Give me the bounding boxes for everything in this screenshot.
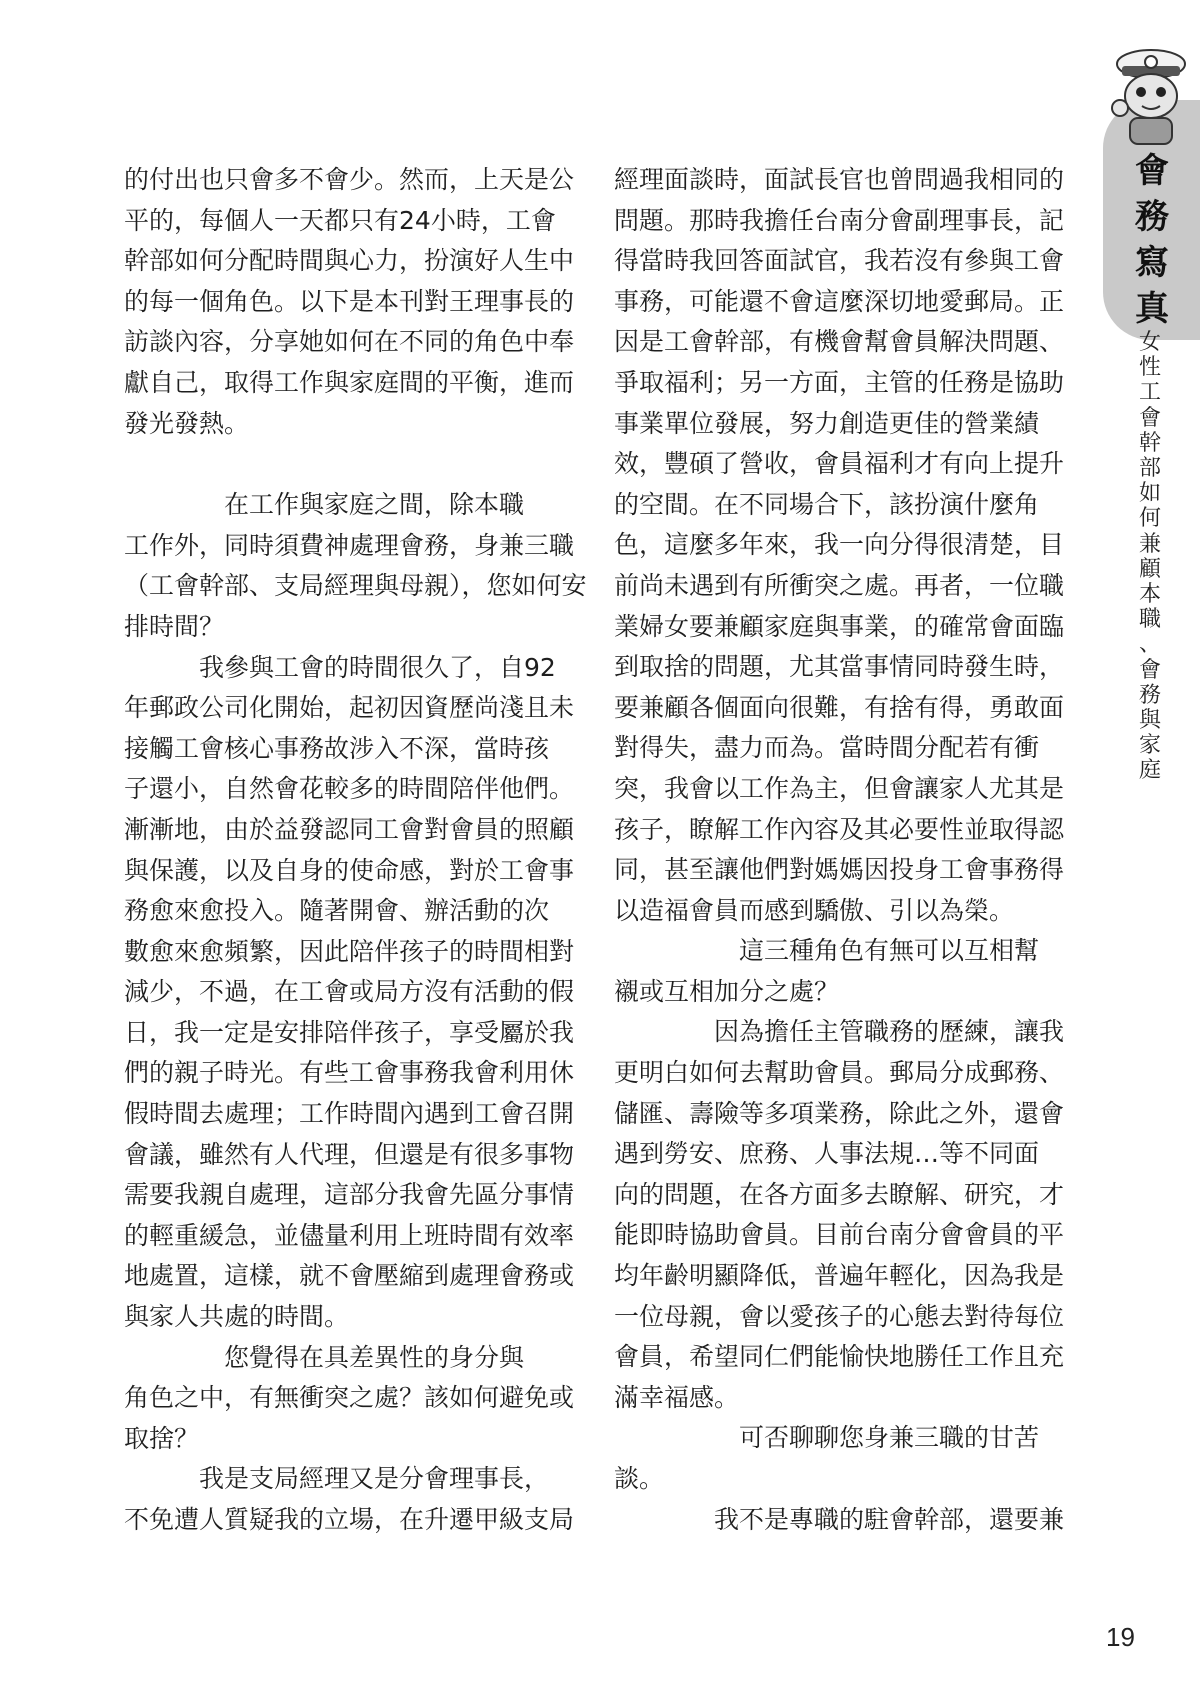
text-line: 一位母親，會以愛孩子的心態去對待每位 — [614, 1301, 1065, 1331]
police-mascot-icon — [1108, 46, 1194, 146]
text-line: 效，豐碩了營收，會員福利才有向上提升 — [614, 449, 1065, 479]
text-line: 的輕重緩急，並儘量利用上班時間有效率 — [124, 1220, 575, 1250]
text-line: 業婦女要兼顧家庭與事業，的確常會面臨 — [614, 611, 1065, 641]
vertical-article-title — [1130, 330, 1170, 784]
text-line: 遇到勞安、庶務、人事法規…等不同面 — [614, 1139, 1040, 1169]
text-line: 孩子，瞭解工作內容及其必要性並取得認 — [614, 814, 1065, 844]
text-line: 要兼顧各個面向很難，有捨有得，勇敢面 — [614, 692, 1065, 722]
vertical-title-char: 會 — [1138, 657, 1161, 683]
vertical-title-char: 部 — [1138, 456, 1161, 482]
left-text-column — [124, 160, 587, 1541]
text-line: 漸漸地，由於益發認同工會對會員的照顧 — [124, 814, 575, 844]
text-line: 與保護，以及自身的使命感，對於工會事 — [124, 855, 575, 885]
text-line: 經理面談時，面試長官也曾問過我相同的 — [614, 165, 1065, 194]
text-line: 在工作與家庭之間，除本職 — [124, 490, 525, 520]
vertical-title-char: 本 — [1138, 582, 1161, 608]
text-line: 工作外，同時須費神處理會務，身兼三職 — [124, 530, 575, 560]
text-line: 可否聊聊您身兼三職的甘苦 — [614, 1423, 1040, 1453]
tab-char: 務 — [1135, 197, 1169, 237]
text-line: 我不是專職的駐會幹部，還要兼 — [614, 1504, 1065, 1534]
text-line: 因為擔任主管職務的歷練，讓我 — [614, 1017, 1065, 1047]
tab-char: 真 — [1135, 289, 1169, 329]
text-line: 年郵政公司化開始，起初因資歷尚淺且未 — [124, 693, 575, 723]
vertical-title-char: 女 — [1138, 330, 1161, 355]
text-line: 對得失，盡力而為。當時間分配若有衝 — [614, 733, 1040, 763]
text-line: 您覺得在具差異性的身分與 — [124, 1342, 525, 1372]
text-line: 談。 — [614, 1464, 665, 1493]
text-line: 我是支局經理又是分會理事長， — [124, 1464, 550, 1494]
vertical-title-char: 會 — [1138, 405, 1161, 431]
vertical-title-char: 務 — [1138, 682, 1161, 708]
text-line: 突，我會以工作為主，但會讓家人尤其是 — [614, 773, 1065, 803]
vertical-title-char: 庭 — [1138, 758, 1161, 784]
text-line: 減少，不過，在工會或局方沒有活動的假 — [124, 977, 575, 1007]
text-line: 子還小，自然會花較多的時間陪伴他們。 — [124, 774, 575, 804]
text-line: 儲匯、壽險等多項業務，除此之外，還會 — [614, 1098, 1065, 1128]
text-line: 能即時協助會員。目前台南分會會員的平 — [614, 1220, 1065, 1250]
page-number: 19 — [1106, 1622, 1135, 1652]
text-line: 日，我一定是安排陪伴孩子，享受屬於我 — [124, 1017, 575, 1047]
text-line: 到取捨的問題，尤其當事情同時發生時， — [614, 652, 1065, 682]
vertical-title-char: 顧 — [1138, 556, 1161, 582]
text-line: 們的親子時光。有些工會事務我會利用休 — [124, 1058, 575, 1088]
text-line: 角色之中，有無衝突之處？該如何避免或 — [124, 1383, 575, 1413]
text-line: （工會幹部、支局經理與母親），您如何安 — [124, 571, 587, 601]
text-line: 與家人共處的時間。 — [124, 1302, 350, 1332]
text-line: 地處置，這樣，就不會壓縮到處理會務或 — [124, 1261, 575, 1291]
text-line: 事業單位發展，努力創造更佳的營業績 — [614, 408, 1040, 438]
text-line: 獻自己，取得工作與家庭間的平衡，進而 — [124, 367, 575, 397]
text-line: 務愈來愈投入。隨著開會、辦活動的次 — [124, 896, 550, 926]
vertical-title-char: 性 — [1138, 355, 1161, 381]
text-line: 會議，雖然有人代理，但還是有很多事物 — [124, 1139, 575, 1169]
text-line: 幹部如何分配時間與心力，扮演好人生中 — [124, 246, 575, 276]
vertical-title-char: 何 — [1138, 506, 1161, 532]
text-line: 接觸工會核心事務故涉入不深，當時孩 — [124, 733, 550, 763]
vertical-title-char: 、 — [1138, 632, 1161, 658]
text-line: 以造福會員而感到驕傲、引以為榮。 — [614, 895, 1015, 925]
right-text-column — [614, 160, 1065, 1540]
text-line: 數愈來愈頻繁，因此陪伴孩子的時間相對 — [124, 936, 575, 966]
tab-char: 會 — [1135, 151, 1169, 191]
paragraph-gap — [124, 444, 572, 485]
text-line: 色，這麼多年來，我一向分得很清楚，目 — [614, 530, 1065, 560]
text-line: 襯或互相加分之處？ — [614, 976, 840, 1006]
text-line: 我參與工會的時間很久了，自92 — [124, 652, 556, 682]
text-line: 向的問題，在各方面多去瞭解、研究，才 — [614, 1179, 1065, 1209]
text-line: 因是工會幹部，有機會幫會員解決問題、 — [614, 327, 1065, 357]
text-line: 的付出也只會多不會少。然而，上天是公 — [124, 165, 575, 194]
text-line: 的空間。在不同場合下，該扮演什麼角 — [614, 489, 1040, 519]
text-line: 需要我親自處理，這部分我會先區分事情 — [124, 1180, 575, 1210]
text-line: 問題。那時我擔任台南分會副理事長，記 — [614, 205, 1065, 235]
text-line: 發光發熱。 — [124, 408, 250, 438]
vertical-title-char: 家 — [1138, 733, 1161, 759]
vertical-title-char: 工 — [1138, 380, 1161, 406]
text-line: 均年齡明顯降低，普遍年輕化，因為我是 — [614, 1261, 1065, 1291]
text-line: 前尚未遇到有所衝突之處。再者，一位職 — [614, 570, 1065, 600]
text-line: 更明白如何去幫助會員。郵局分成郵務、 — [614, 1058, 1065, 1088]
text-line: 事務，可能還不會這麼深切地愛郵局。正 — [614, 286, 1065, 316]
text-line: 取捨？ — [124, 1423, 200, 1453]
text-line: 不免遭人質疑我的立場，在升遷甲級支局 — [124, 1505, 575, 1534]
vertical-title-char: 如 — [1138, 481, 1161, 507]
tab-char: 寫 — [1135, 243, 1169, 283]
text-line: 滿幸福感。 — [614, 1382, 740, 1412]
text-line: 訪談內容，分享她如何在不同的角色中奉 — [124, 327, 575, 357]
text-line: 假時間去處理；工作時間內遇到工會召開 — [124, 1099, 575, 1129]
text-line: 會員，希望同仁們能愉快地勝任工作且充 — [614, 1342, 1065, 1372]
vertical-title-char: 職 — [1138, 607, 1161, 633]
vertical-title-char: 兼 — [1138, 531, 1161, 557]
text-line: 得當時我回答面試官，我若沒有參與工會 — [614, 246, 1065, 276]
section-tab-label — [1122, 148, 1182, 332]
text-line: 爭取福利；另一方面，主管的任務是協助 — [614, 367, 1065, 397]
text-line: 這三種角色有無可以互相幫 — [614, 936, 1040, 966]
text-line: 平的，每個人一天都只有24小時，工會 — [124, 205, 556, 235]
vertical-title-char: 幹 — [1138, 430, 1161, 456]
text-line: 排時間？ — [124, 611, 225, 641]
text-line: 的每一個角色。以下是本刊對王理事長的 — [124, 286, 575, 316]
vertical-title-char: 與 — [1138, 708, 1161, 734]
text-line: 同，甚至讓他們對媽媽因投身工會事務得 — [614, 855, 1065, 885]
